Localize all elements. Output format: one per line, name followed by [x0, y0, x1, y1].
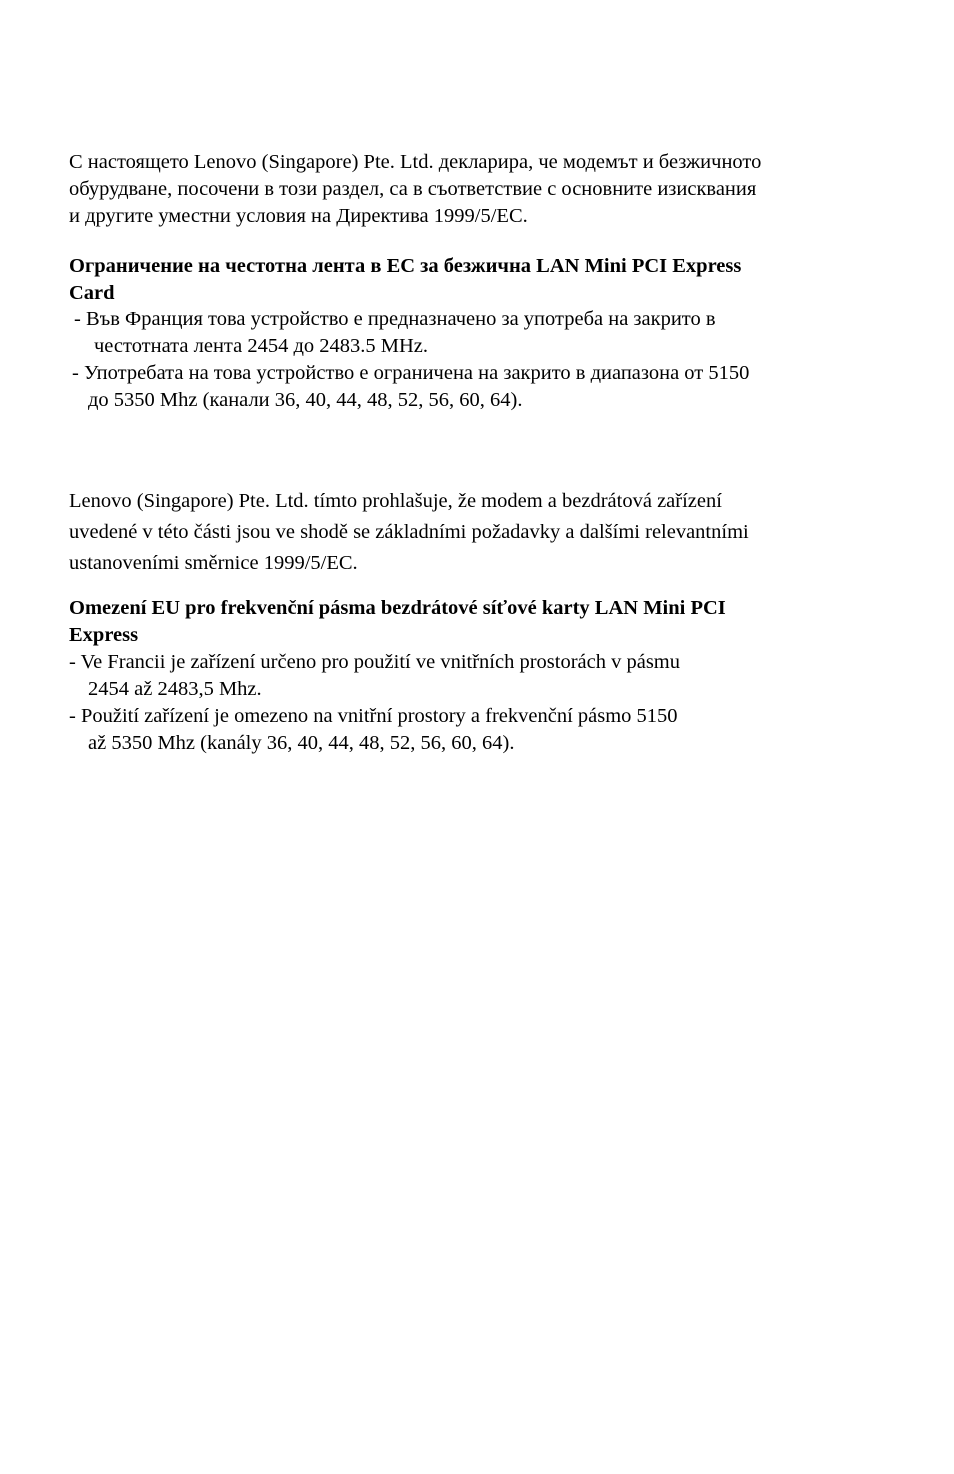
- paragraph-line: С настоящето Lenovo (Singapore) Pte. Ltd. декларира, че модемът и безжичното: [69, 151, 762, 173]
- list-item-continuation: честотната лента 2454 до 2483.5 MHz.: [94, 335, 429, 357]
- heading-line: Card: [69, 282, 115, 304]
- czech-restriction-list: [69, 649, 899, 757]
- bulgarian-restriction-list: [69, 306, 899, 414]
- list-item: [69, 703, 899, 757]
- paragraph-line: обурудване, посочени в този раздел, са в съответствие с основните изисквания: [69, 178, 757, 200]
- list-item-text: - Ve Francii je zařízení určeno pro použití ve vnitřních prostorách v pásmu: [69, 651, 681, 673]
- list-item: [69, 360, 899, 414]
- czech-declaration-paragraph: [69, 486, 899, 579]
- heading-line: Omezení EU pro frekvenční pásma bezdrátové síťové karty LAN Mini PCI: [69, 597, 726, 619]
- list-item-text: - Použití zařízení je omezeno na vnitřní prostory a frekvenční pásmo 5150: [69, 705, 678, 727]
- czech-restriction-heading: [69, 595, 899, 649]
- heading-line: Ограничение на честотна лента в ЕС за безжична LAN Mini PCI Express: [69, 255, 742, 277]
- list-item-text: - Във Франция това устройство е предназначено за употреба на закрито в: [74, 308, 716, 330]
- list-item-continuation: до 5350 Mhz (канали 36, 40, 44, 48, 52, 56, 60, 64).: [88, 389, 523, 411]
- list-item-continuation: 2454 až 2483,5 Mhz.: [88, 678, 262, 700]
- bulgarian-restriction-heading: [69, 253, 899, 307]
- list-item-continuation: až 5350 Mhz (kanály 36, 40, 44, 48, 52, 56, 60, 64).: [88, 732, 515, 754]
- paragraph-line: uvedené v této části jsou ve shodě se základními požadavky a dalšími relevantními: [69, 521, 749, 543]
- bulgarian-declaration-paragraph: [69, 149, 899, 230]
- paragraph-line: ustanoveními směrnice 1999/5/EC.: [69, 552, 358, 574]
- paragraph-line: и другите уместни условия на Директива 1999/5/EC.: [69, 205, 528, 227]
- list-item: [69, 649, 899, 703]
- list-item: [69, 306, 899, 360]
- paragraph-line: Lenovo (Singapore) Pte. Ltd. tímto prohlašuje, že modem a bezdrátová zařízení: [69, 490, 722, 512]
- heading-line: Express: [69, 624, 139, 646]
- list-item-text: - Употребата на това устройство е ограничена на закрито в диапазона от 5150: [72, 362, 750, 384]
